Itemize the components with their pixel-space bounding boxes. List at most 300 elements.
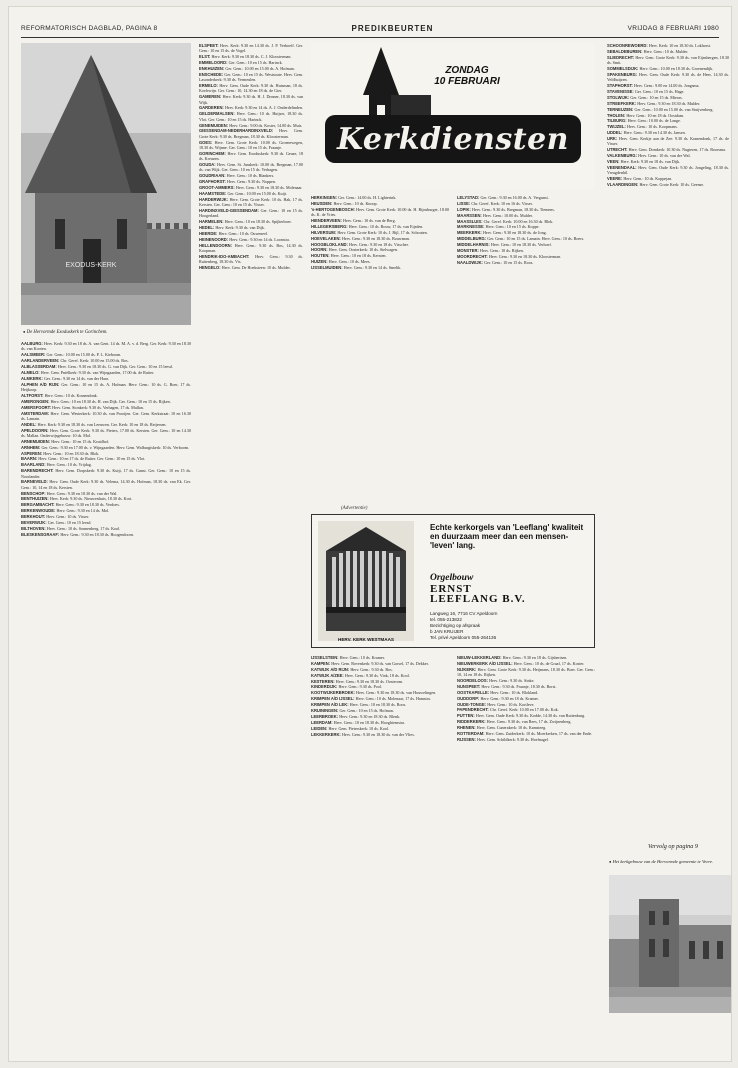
listing-services: Herv. Gem.: 9.30 en 18.30 ds. van der Wal. xyxy=(46,490,118,496)
listing-services: Herv. Gem.: 10 en 18.30 ds. Verhoef. xyxy=(490,242,552,248)
listing-services: Herv. Gem.: 10 en 18 ds. Oostdam. xyxy=(626,112,685,118)
church-listing-entry xyxy=(199,265,303,270)
advert-brand-line3: LEEFLANG B.V. xyxy=(430,593,526,605)
listing-services: Herv. Gem. Kerkje aan de Zee: 9.30 ds. Kranendonk, 17 ds. de Visser. xyxy=(607,136,729,147)
listing-services: Herv. Gem. Bovenkerk: 9.30 ds. van Gorsel, 17 ds. Dekker. xyxy=(331,660,429,666)
listing-place: HILLEGERSBERG: xyxy=(311,223,349,229)
listing-place: AALSMEER: xyxy=(21,352,47,358)
listing-place: HOEVELAKEN: xyxy=(311,235,342,241)
listing-place: ALBLASSERDAM: xyxy=(21,363,58,369)
listing-services: Ger. Gem.: 9.30 en 14 ds. van der Haar. xyxy=(43,375,109,381)
church-listing-entry xyxy=(457,696,595,701)
listing-services: Chr. Geref. Kerk: 10.00 en 15.00 ds. Bos. xyxy=(60,358,129,364)
listing-place: HEUSDEN: xyxy=(311,200,334,206)
listing-services: Ger. Gem.: 10 en 15 ds. Weststrate. Herv. Gem. Lasonderkerk: 9.30 ds. Vermeulen. xyxy=(199,71,303,83)
listing-services: Herv. Gem.: 9.30 en 18.30 ds. Oosterom. xyxy=(335,678,404,684)
listing-place: AARLANDERVEEN: xyxy=(21,358,61,364)
header-right: VRIJDAG 8 FEBRUARI 1980 xyxy=(627,24,719,32)
listing-place: 's-HERTOGENBOSCH: xyxy=(311,206,357,212)
listing-services: Herv. Gem.: 10 en 18.30 ds. Spijkerboer. xyxy=(224,219,292,225)
listing-place: GROOT-AMMERS: xyxy=(199,184,236,190)
advert-brand-line1: Orgelbouw xyxy=(430,573,474,583)
church-photo-gorinchem xyxy=(21,43,191,325)
listing-services: Herv. Kerk: 9.30 ds. H. J. Donner, 18.30 ds. van Wijk. xyxy=(199,94,303,105)
listing-services: Herv. Gem.: 10 ds. Kramer. xyxy=(339,655,385,660)
listing-services: Herv. Gem.: 9.30 en 18.30 ds. Mulder. xyxy=(637,100,701,106)
advert-private-phone: Tel. privé Apeldoorn 055-264136 xyxy=(430,635,497,640)
church-listing-entry xyxy=(199,219,303,224)
listing-services: Herv. Gem.: 9.30 ds. Ruitenberg, 18.30 ds. Vis. xyxy=(199,253,303,265)
listing-services: Herv. Gem. Grote Kerk: 10 ds. Geense. xyxy=(639,182,705,187)
listing-place: VLAARDINGEN: xyxy=(607,182,640,187)
listing-place: GENEMUIDEN: xyxy=(199,122,230,128)
listing-services: Herv. Gem. Zuiderkerk: 10 ds. Moerkerken, 17 ds. van der Ende. xyxy=(485,730,593,736)
listing-services: Ger. Gem.: 10.00 en 15.00 ds. Kuijt. xyxy=(227,190,288,196)
listing-services: Herv. Gem.: 10 ds. Koppejan. xyxy=(623,176,673,182)
listing-place: VEERE: xyxy=(607,176,624,182)
listing-place: SEBALDEBUREN: xyxy=(607,48,644,54)
listing-place: UDDEL: xyxy=(607,130,624,136)
listing-services: Herv. Gem.: 9.30 en 18.30 ds. de Jong. xyxy=(482,230,547,236)
listing-services: Herv. Gem.: 9.30 en 18 ds. Visscher. xyxy=(348,241,409,247)
church-listing-entry xyxy=(607,107,729,112)
listing-services: Herv. Gem.: 10 ds. Koopmans. xyxy=(627,124,678,130)
church-listing-entry xyxy=(21,405,191,410)
church-listing-entry xyxy=(21,439,191,444)
header-left: REFORMATORISCH DAGBLAD, PAGINA 8 xyxy=(21,24,158,32)
listing-services: Herv. Gem.: 10 ds. Huijser, 18.30 ds. Vlot. Ger. Gem.: 10 en 15 ds. Harinck. xyxy=(199,111,303,122)
church-listing-entry xyxy=(457,719,595,724)
church-listing-entry xyxy=(457,707,595,712)
banner-date-text: 10 FEBRUARI xyxy=(434,76,500,87)
listing-services: Herv. Gem.: 9.30 en 18.30 ds. Blenk. xyxy=(339,713,401,719)
listing-services: Herv. Gem. De Hoeksteen: 10 ds. Mulder. xyxy=(221,265,291,271)
church-listing-entry xyxy=(607,113,729,118)
listing-services: Herv. Gem.: 10 ds. Bouw, 17 ds. van Eijsden. xyxy=(348,223,424,229)
church-listing-entry xyxy=(21,422,191,427)
church-listing-entry xyxy=(311,253,449,258)
listing-services: Herv. Gem. Grote Kerk: 9.30 ds. van Eijnsbergen, 18.30 ds. Smit. xyxy=(607,54,729,66)
listing-services: Herv. Gem.: 10 en 18 ds. Kersten. xyxy=(330,253,387,259)
listing-place: HUIZEN: xyxy=(311,259,329,265)
listing-place: NUNSPEET: xyxy=(457,683,482,689)
listing-services: Ger. Gem.: 10 en 15 ds. Lamain. Herv. Gem.: 10 ds. Boers. xyxy=(487,236,585,242)
listing-services: Ger. Gem.: 10 en 15 ds. Harinck. xyxy=(228,60,283,66)
listing-services: Herv. Gem. Grote Kerk: 10.00 ds. H. Rijnsburger, 18.00 ds. K. de Vries. xyxy=(311,206,449,218)
listing-place: HARMELEN: xyxy=(199,219,225,225)
church-listing-entry xyxy=(607,136,729,147)
listing-place: HEERDE: xyxy=(199,230,219,236)
listing-services: Herv. Gem.: 9.00 ds. Koster, 14.00 ds. Muis. xyxy=(229,122,303,128)
listing-place: BERKENWOUDE: xyxy=(21,508,57,514)
listing-services: Herv. Gem.: 10 en 18.30 ds. Roos. xyxy=(349,702,407,708)
listing-services: Ger. Gem.: 10 en 15 ds. A. Hofman. Herv. Gem.: 10 ds. G. Boer, 17 ds. Heijkoop. xyxy=(21,381,191,392)
church-listing-entry xyxy=(21,399,191,404)
listing-services: Ger. Gem.: 10.00 en 15.00 ds. P. L. Kieboom. xyxy=(46,352,122,358)
listing-column-5 xyxy=(607,43,729,823)
listing-place: VALKENBURG: xyxy=(607,153,639,159)
listing-services: Herv. Gem. Grote Kerk: 9.30 ds. Bregman, 18.30 ds. Kloosterman. xyxy=(199,128,303,139)
church-listing-entry xyxy=(21,491,191,496)
listing-services: Herv. Gem. St. Janskerk: 10.00 ds. Bregman, 17.00 ds. van Wijk. Ger. Gem.: 10 en 15 ds. Verhagen. xyxy=(199,161,303,173)
listing-place: OUDE-TONGE: xyxy=(457,701,488,707)
listing-place: STREEFKERK: xyxy=(607,100,638,106)
church-listing-entry xyxy=(21,382,191,393)
church-listing-entry xyxy=(457,224,595,229)
listing-place: BLESKENSGRAAF: xyxy=(21,531,61,537)
church-listing-entry xyxy=(457,248,595,253)
listing-services: Herv. Gem. Grote Kerk: 10 ds. J. Bijl, 17 ds. Schouten. xyxy=(337,229,428,235)
church-listing-entry xyxy=(199,60,303,65)
church-listing-entry xyxy=(311,195,449,200)
church-listing-entry xyxy=(457,661,595,666)
church-listing-entry xyxy=(199,243,303,254)
listing-services: Herv. Gem.: 9.30 en 18 ds. Kramer. xyxy=(480,695,539,701)
listing-place: LELYSTAD: xyxy=(457,195,481,200)
church-listing-entry xyxy=(607,176,729,181)
church-listing-entry xyxy=(607,159,729,164)
church-listing-entry xyxy=(199,83,303,94)
listing-services: Herv. Kerk: 9.30 en 18 ds. van Dijk. xyxy=(620,159,681,165)
listing-place: MEERKERK: xyxy=(457,230,483,236)
listing-place: ALMKERK: xyxy=(21,375,44,381)
listing-services: Herv. Gem.: 10 ds. van de Berg. xyxy=(343,217,396,223)
listing-services: Herv. Gem.: 9.30 ds. Sinke. xyxy=(489,677,535,683)
listing-services: Ger. Gem.: 9.30 en 17.00 ds. v. Wijngaarden. Herv. Gem. Walburgiskerk: 10 ds. Verboom. xyxy=(41,444,190,450)
listing-place: KRUININGEN: xyxy=(311,708,340,714)
church-listing-entry xyxy=(457,678,595,683)
church-listing-entry xyxy=(21,445,191,450)
listing-place: PAPENDRECHT: xyxy=(457,707,490,713)
listing-place: RHENEN: xyxy=(457,725,477,731)
listing-place: OUDDORP: xyxy=(457,695,481,701)
church-listing-entry xyxy=(607,72,729,83)
listing-place: KESTEREN: xyxy=(311,678,336,684)
church-listing-entry xyxy=(21,496,191,501)
listing-place: ERMELO: xyxy=(199,83,220,89)
listing-place: HILVERSUM: xyxy=(311,229,338,235)
listing-place: ROTTERDAM: xyxy=(457,730,486,736)
listing-services: Herv. Gem. Oosterkerk: 10 ds. Stelwagen. xyxy=(328,247,398,253)
veere-church-illustration xyxy=(609,875,732,1013)
advert-brand xyxy=(430,573,590,605)
church-listing-entry xyxy=(199,66,303,71)
church-listing-entry xyxy=(457,201,595,206)
church-listing-entry xyxy=(311,720,449,725)
advert-contact xyxy=(430,611,590,641)
listing-place: GRAFHORST: xyxy=(199,179,227,185)
listing-place: SCHOONREWOERD: xyxy=(607,43,649,48)
banner-date xyxy=(419,65,515,87)
listing-place: KOOTWIJKERBROEK: xyxy=(311,690,357,696)
listing-place: UTRECHT: xyxy=(607,147,629,153)
listing-services: Herv. Kerk: 9.30 en 18.30 ds. van Leeuwen. Ger. Kerk: 10 en 18 ds. Reijersen. xyxy=(37,421,167,427)
church-listing-entry xyxy=(457,737,595,742)
church-listing-entry xyxy=(607,83,729,88)
church-listing-entry xyxy=(199,231,303,236)
listing-services: Herv. Gem.: 10 ds. Molenaar, 17 ds. Hamstra. xyxy=(355,696,431,702)
church-listing-entry xyxy=(199,54,303,59)
listing-services: Herv. Gem.: 10 ds. Mees. xyxy=(328,259,371,265)
church-listing-entry xyxy=(199,225,303,230)
church-listing-entry xyxy=(21,451,191,456)
church-listing-entry xyxy=(457,207,595,212)
listing-services: Herv. Kerk: 9.30 en 18 ds. A. van Gent. 14 ds. M. A. v. d. Berg. Ger. Kerk: 9.30 en 18.30 ds. van Kooten. xyxy=(21,341,191,352)
listing-place: BEVERWIJK: xyxy=(21,520,48,526)
listing-services: Herv. Gem. Grote Kerk: 10 ds. Hak, 17 ds. Kersten. Ger. Gem.: 10 en 15 ds. Visser. xyxy=(199,196,303,207)
church-listing-entry xyxy=(457,655,595,660)
caption-bullet-icon: ● xyxy=(23,329,26,334)
continued-note: Vervolg op pagina 9 xyxy=(647,843,698,850)
listing-services: Herv. Gem. Pieterskerk: 10 ds. Kool. xyxy=(328,725,390,731)
listing-services: Herv. Gem.: 9.30 ds. van Rees, 17 ds. Zwijnenberg. xyxy=(486,719,572,725)
listing-place: BERGAMBACHT: xyxy=(21,502,56,508)
organ-illustration xyxy=(318,521,414,641)
listing-place: TWIJZEL: xyxy=(607,124,628,130)
listing-place: LOPIK: xyxy=(457,206,473,212)
church-listing-entry xyxy=(607,153,729,158)
church-illustration xyxy=(21,43,191,325)
banner-day: ZONDAG xyxy=(445,65,489,76)
listing-place: MAARSSEN: xyxy=(457,212,483,218)
listing-place: HEINENOORD: xyxy=(199,236,230,242)
listing-services: Herv. Gem.: 10.00 ds. Mulder. xyxy=(482,212,533,218)
listing-place: STOLWIJK: xyxy=(607,94,631,100)
listing-place: PUTTEN: xyxy=(457,713,476,719)
listing-place: STAVENISSE: xyxy=(607,88,635,94)
listing-services: Herv. Gem.: 9.30 en 14 ds. Mol. xyxy=(56,508,110,514)
church-listing-entry xyxy=(199,140,303,151)
church-listing-entry xyxy=(311,218,449,223)
listing-services: Herv. Gem.: 10 ds. Blankers. xyxy=(226,173,275,179)
listing-services: Herv. Gem.: 10.00 en 18.30 ds. Groenendijk. xyxy=(639,65,714,71)
listing-place: NIEUWERKERK A/D IJSSEL: xyxy=(457,660,514,666)
church-listing-entry xyxy=(457,713,595,718)
church-listing-entry xyxy=(199,173,303,178)
listing-place: HIENDERVEEN: xyxy=(311,217,343,223)
listing-place: MIDDELBURG: xyxy=(457,236,488,242)
listing-place: AMERSFOORT: xyxy=(21,404,53,410)
listing-place: HOORN: xyxy=(311,247,329,253)
listing-services: Ger. Gem.: 10 en 15 ds. Mieras. xyxy=(630,94,683,100)
listing-services: Chr. Geref. Kerk: 10 en 16 ds. Visser. xyxy=(471,200,533,206)
listing-services: Herv. Gem. Grote Kerk: 10.00 ds. Groenewegen, 18.30 ds. Wijnne. Ger. Gem.: 10 en 15 ds. Fraanje. xyxy=(199,139,303,150)
church-listing-entry xyxy=(311,230,449,235)
church-listing-entry xyxy=(199,151,303,162)
listing-services: Herv. Gem.: 10 ds. van der Wal. xyxy=(638,153,691,159)
church-listing-entry xyxy=(311,679,449,684)
church-listing-entry xyxy=(311,236,449,241)
advert-address: Langweg 16, 7716 CV Apeldoorn xyxy=(430,611,498,616)
church-listing-entry xyxy=(457,230,595,235)
church-listing-entry xyxy=(457,219,595,224)
organ-advertisement xyxy=(311,514,595,648)
listing-place: ENSCHEDE: xyxy=(199,71,225,77)
listing-services: Herv. Kerk: 9.30 ds. Nieuwenhuis, 18.30 ds. Kort. xyxy=(49,496,133,502)
listing-column-2 xyxy=(199,43,303,1049)
listing-place: STAPHORST: xyxy=(607,83,634,89)
listing-place: HARDERWIJK: xyxy=(199,196,230,202)
church-listing-entry xyxy=(199,191,303,196)
listing-place: ALTFORST: xyxy=(21,392,45,398)
listing-services: Ger. Gem.: 10 en 15 ds. Hage. xyxy=(634,88,685,94)
listing-place: VEEN: xyxy=(607,159,621,165)
church-listing-entry xyxy=(21,514,191,519)
listing-place: BENTHUIZEN: xyxy=(21,496,50,502)
listing-services: Herv. Gem.: 9.30 en 14 ds. Smelik. xyxy=(343,265,402,271)
listing-place: HAAMSTEDE: xyxy=(199,190,228,196)
church-listing-entry xyxy=(457,195,595,200)
church-listing-entry xyxy=(21,508,191,513)
listing-services: Herv. Gem.: 10.00 ds. de Lange. xyxy=(627,118,681,124)
church-listing-entry xyxy=(21,456,191,461)
church-listing-entry xyxy=(199,208,303,219)
advert-label: (Advertentie) xyxy=(341,506,368,511)
listing-place: HENDRIK-IDO-AMBACHT: xyxy=(199,253,256,259)
listing-services: Herv. Gem. Oude Kerk: 9.30 ds. de Heer, 14.30 ds. Veldhuijzen. xyxy=(607,71,729,83)
listing-column-4-lower xyxy=(457,655,595,1049)
listing-services: Herv. Gem. Pniëlkerk: 9.30 ds. van Wijngaarden, 17.00 ds. de Ruiter. xyxy=(40,369,155,375)
listing-place: AMERONGEN: xyxy=(21,398,51,404)
church-listing-entry xyxy=(199,162,303,173)
listing-place: BENSCHOP: xyxy=(21,490,47,496)
listing-services: Herv. Kerk: 9.30 en 14.30 ds. J. P. Verhoeff. Ger. Gem.: 10 en 15 ds. de Vogel. xyxy=(199,43,303,54)
church-listing-entry xyxy=(311,714,449,719)
listing-place: NOORDELOOS: xyxy=(457,677,490,683)
listing-place: LISSE: xyxy=(457,200,472,206)
listing-place: TILBURG: xyxy=(607,118,628,124)
listing-services: Herv. Gem.: 10 en 15 ds. Kruidhof. xyxy=(51,438,110,444)
listing-place: GIESSENDAM-NEDERHARDINXVELD: xyxy=(199,128,280,134)
listing-services: Herv. Gem.: 9.30 en 18 ds. Gijsbertsen. xyxy=(502,655,568,660)
listing-place: LEERBROEK: xyxy=(311,713,340,719)
church-listing-entry xyxy=(607,49,729,54)
listing-services: Herv. Gem.: 10 ds. Rijken. xyxy=(479,248,524,254)
listing-place: HERKINGEN: xyxy=(311,195,339,200)
listing-services: Herv. Gem.: 9.30 en 18.30 ds. Verdoes. xyxy=(55,502,120,508)
listing-services: Herv. Kerk: 9.30 en 14 ds. A. J. Onderdelinden. xyxy=(224,105,303,111)
church-sign-text: EXODUS-KERK xyxy=(65,262,117,269)
listing-services: Herv. Gem.: 9.30 en 18.30 ds. Bouwman. xyxy=(341,235,410,241)
church-listing-entry xyxy=(457,236,595,241)
church-listing-entry xyxy=(199,254,303,265)
listing-place: ARNHEM: xyxy=(21,444,42,450)
listing-services: Herv. Gem. Grote Kerk: 9.30 ds. Heijmans, 18.30 ds. Boer. Ger. Gem.: 10, 14 en 18 ds. Rijken. xyxy=(457,666,595,678)
church-listing-entry xyxy=(21,428,191,439)
listing-column-3-lower xyxy=(311,655,449,1049)
listing-place: GAMEREN: xyxy=(199,94,223,100)
listing-services: Herv. Gem. Oude Kerk: 9.30 ds. Velema, 14.30 ds. Hofman, 18.30 ds. van Ek. Ger. Gem.: 10, 14 en 18 ds. Kersten. xyxy=(21,479,191,490)
church-listing-entry xyxy=(311,732,449,737)
listing-place: ALPHEN A/D RIJN: xyxy=(21,381,62,387)
listing-column-1 xyxy=(21,341,191,1049)
listing-services: Ger. Gem.: 10.00 en 15.00 ds. van Stuijvenberg. xyxy=(634,106,714,112)
listing-services: Herv. Gem. Domkerk: 10.30 ds. Nugteren, 17 ds. Boorsma. xyxy=(628,147,727,153)
church-listing-entry xyxy=(607,147,729,152)
listing-services: Herv. Gem.: 9.30 ds. Bos. xyxy=(350,666,393,672)
listing-place: KATWIJK A/ZEE: xyxy=(311,672,345,678)
church-listing-entry xyxy=(199,105,303,110)
church-listing-entry xyxy=(311,224,449,229)
church-listing-entry xyxy=(311,667,449,672)
listing-place: MIDDELHARNIS: xyxy=(457,242,491,248)
church-listing-entry xyxy=(311,265,449,270)
church-listing-entry xyxy=(311,655,449,660)
church-listing-entry xyxy=(199,123,303,128)
listing-services: Herv. Gem.: 9.30 en 18.30 ds. Hoogendoorn. xyxy=(60,531,134,537)
header-rule xyxy=(21,37,719,38)
church-listing-entry xyxy=(457,684,595,689)
listing-services: Herv. Gem.: 9.30 ds. Bregman, 18.30 ds. Tiemens. xyxy=(472,206,555,212)
church-listing-entry xyxy=(607,101,729,106)
listing-place: HOOGBLOKLAND: xyxy=(311,241,349,247)
listing-services: Herv. Gem.: 10 en 18.30 ds. H. van Dijk. Ger. Gem.: 10 en 15 ds. Rijken. xyxy=(50,398,171,404)
church-listing-entry xyxy=(607,95,729,100)
advert-headline: Echte kerkorgels van 'Leeflang' kwaliteit en duurzaam meer dan een mensen-'leven' lang. xyxy=(430,523,584,550)
listing-services: Herv. Gem.: 9.30 en 18.30 ds. Molenaar. xyxy=(235,184,303,190)
listing-place: LEKKERKERK: xyxy=(311,731,342,737)
listing-services: Herv. Gem.: 9.30 en 18.30 ds. van der Vlies. xyxy=(341,731,415,737)
caption-bullet-icon: ● xyxy=(609,859,612,864)
church-listing-entry xyxy=(311,207,449,218)
listing-place: GOES: xyxy=(199,139,215,145)
listing-place: GOUDRIAAN: xyxy=(199,173,227,179)
listing-services: Herv. Gem. Exoduskerk: 9.30 ds. Geuze, 18 ds. Kreuzen. xyxy=(199,150,303,162)
listing-services: Ger. Gem.: 14.00 ds. H. Lighterink. xyxy=(338,195,397,200)
church-listing-entry xyxy=(21,411,191,422)
listing-services: Herv. Gem.: 10 ds. Visser. xyxy=(46,514,90,520)
church-listing-entry xyxy=(311,673,449,678)
listing-services: Chr. Geref. Kerk: 10.00 en 16.30 ds. Blok. xyxy=(483,218,554,224)
listing-services: Herv. Gem.: 9.30 en 18.30 ds. Kloosterman. xyxy=(488,253,562,259)
right-photo-caption-text: Het kerkgebouw van de Hervormde gemeente te Veere. xyxy=(612,859,714,864)
listing-place: BARENDRECHT: xyxy=(21,468,56,474)
listing-place: KINDERDIJK: xyxy=(311,684,339,690)
listing-services: Ger. Gem.: 10.00 en 15.00 ds. A. Hofman. xyxy=(225,65,295,71)
listing-services: Herv. Gem.: 9.30 en 14.30 ds. Jansen. xyxy=(623,130,686,136)
listing-place: MAASSLUIS: xyxy=(457,218,484,224)
church-listing-entry xyxy=(21,520,191,525)
listing-services: Herv. Kerk: 9.30 ds. van Dijk. xyxy=(215,224,265,230)
listing-services: Herv. Gem.: 10 ds. Sonnenberg, 17 ds. Kool. xyxy=(46,525,121,531)
listing-services: Herv. Gem.: 10 ds. Kranendonk. xyxy=(44,392,98,398)
listing-services: Herv. Gem. Dorpskerk: 9.30 ds. Kuijt, 17 ds. Gunst. Ger. Gem.: 10 en 15 ds. Noorlander. xyxy=(21,468,191,479)
listing-place: ANDEL: xyxy=(21,421,38,427)
listing-services: Herv. Gem.: 9.30 en 14 ds. Loonstra. xyxy=(229,236,290,242)
church-listing-entry xyxy=(311,684,449,689)
listing-services: Herv. Gem.: 10 ds. Vrijdag. xyxy=(46,462,92,468)
listing-place: APELDOORN: xyxy=(21,427,50,433)
listing-place: THOLEN: xyxy=(607,112,627,118)
church-listing-entry xyxy=(21,364,191,369)
church-listing-entry xyxy=(311,708,449,713)
listing-services: Herv. Gem. Grote Kerk: 9.30 ds. Pieters, 17.00 ds. Kersten. Ger. Gem.: 10 en 14.30 ds. Mallan. Onderwijsgebouw: 10 ds. Mol. xyxy=(21,427,191,438)
church-listing-entry xyxy=(311,690,449,695)
listing-services: Herv. Gem.: 9.30 ds. Fraanje, 18.30 ds. Borst. xyxy=(481,683,557,689)
church-listing-entry xyxy=(457,725,595,730)
church-listing-entry xyxy=(311,242,449,247)
church-listing-entry xyxy=(457,731,595,736)
church-listing-entry xyxy=(607,130,729,135)
church-listing-entry xyxy=(21,358,191,363)
listing-place: VEENENDAAL: xyxy=(607,164,639,170)
listing-services: Herv. Gem.: 9.30 ds. Pool. xyxy=(338,684,383,690)
church-listing-entry xyxy=(311,661,449,666)
listing-services: Chr. Geref. Kerk: 10.00 en 17.00 ds. Kok. xyxy=(489,707,559,713)
listing-services: Herv. Gem.: 10 en 17 ds. de Ruiter. Ger. Gem.: 10 en 15 ds. Vlot. xyxy=(38,456,146,462)
church-listing-entry xyxy=(311,726,449,731)
advert-contact-person: b JAN KRUIJER xyxy=(430,629,464,634)
